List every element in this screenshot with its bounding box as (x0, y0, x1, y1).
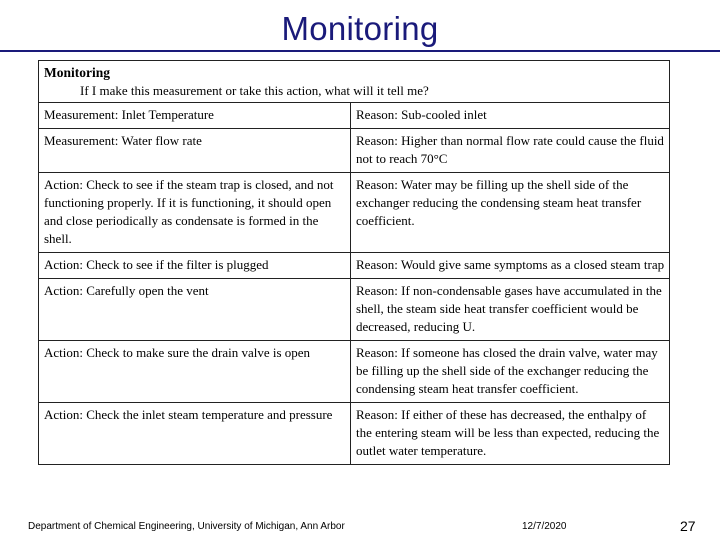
measurement-action-cell: Measurement: Water flow rate (39, 129, 351, 173)
footer-department: Department of Chemical Engineering, University of Michigan, Ann Arbor (28, 521, 345, 532)
table-header-title: Monitoring (44, 65, 110, 80)
reason-cell: Reason: If either of these has decreased, the enthalpy of the entering steam will be less than expected, reducing the outlet water temperature. (351, 403, 670, 465)
footer-date: 12/7/2020 (522, 521, 567, 532)
reason-cell: Reason: Water may be filling up the shell side of the exchanger reducing the condensing steam heat transfer coefficient. (351, 173, 670, 253)
measurement-action-cell: Action: Check to make sure the drain valve is open (39, 341, 351, 403)
slide-title: Monitoring (281, 10, 439, 47)
measurement-action-cell: Measurement: Inlet Temperature (39, 103, 351, 129)
reason-cell: Reason: Higher than normal flow rate could cause the fluid not to reach 70°C (351, 129, 670, 173)
measurement-action-cell: Action: Check to see if the steam trap is closed, and not functioning properly. If it is functioning, it should open and close periodically as condensate is formed in the shell. (39, 173, 351, 253)
table-header-subtitle: If I make this measurement or take this action, what will it tell me? (80, 83, 429, 98)
table-row (39, 103, 670, 129)
measurement-action-cell: Action: Carefully open the vent (39, 279, 351, 341)
measurement-action-cell: Action: Check the inlet steam temperature and pressure (39, 403, 351, 465)
monitoring-table (38, 60, 670, 465)
measurement-action-cell: Action: Check to see if the filter is plugged (39, 253, 351, 279)
table-row (39, 403, 670, 465)
monitoring-table-container (38, 60, 670, 465)
reason-cell: Reason: Sub-cooled inlet (351, 103, 670, 129)
table-header-row (39, 61, 670, 103)
table-row (39, 279, 670, 341)
table-row (39, 253, 670, 279)
title-divider (0, 50, 720, 52)
table-row (39, 173, 670, 253)
reason-cell: Reason: If non-condensable gases have accumulated in the shell, the steam side heat transfer coefficient would be decreased, reducing U. (351, 279, 670, 341)
table-row (39, 341, 670, 403)
reason-cell: Reason: If someone has closed the drain valve, water may be filling up the shell side of the exchanger reducing the condensing steam heat transfer coefficient. (351, 341, 670, 403)
table-row (39, 129, 670, 173)
page-number: 27 (680, 518, 696, 534)
reason-cell: Reason: Would give same symptoms as a closed steam trap (351, 253, 670, 279)
table-header-cell (39, 61, 670, 103)
